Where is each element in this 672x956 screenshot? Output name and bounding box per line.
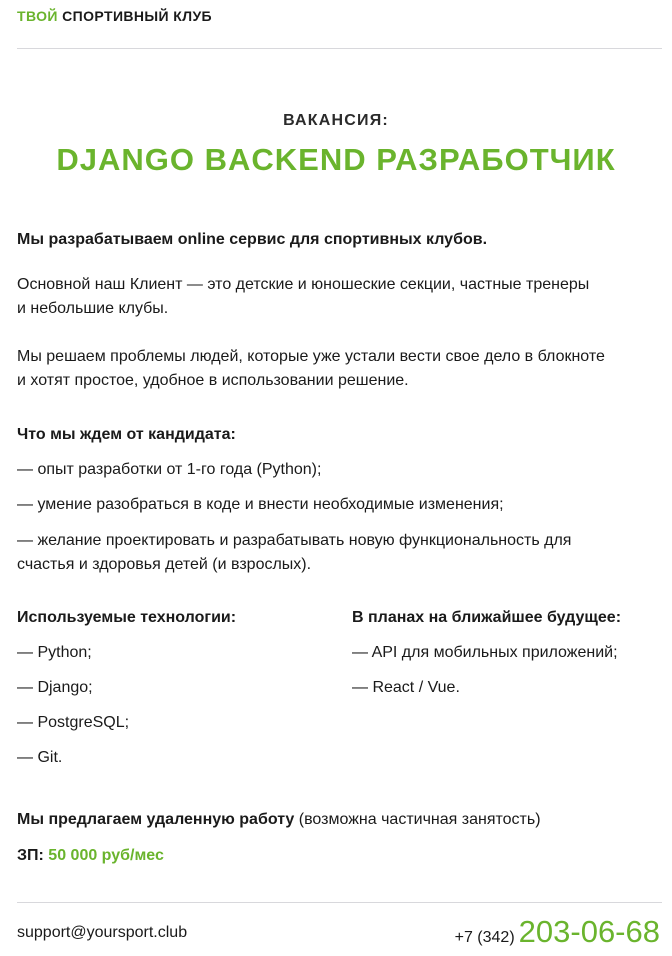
salary-value: 50 000 руб/мес <box>48 847 164 864</box>
vacancy-title: DJANGO BACKEND РАЗРАБОТЧИК <box>56 142 616 177</box>
plans-title: В планах на ближайшее будущее: <box>352 609 622 626</box>
intro-p2-line1: Мы решаем проблемы людей, которые уже устали вести свое дело в блокноте <box>17 348 605 365</box>
requirement-item-line2: счастья и здоровья детей (и взрослых). <box>17 556 312 573</box>
requirement-item: — умение разобраться в коде и внести необходимые изменения; <box>17 496 504 513</box>
intro-p1-line1: Основной наш Клиент — это детские и юношеские секции, частные тренеры <box>17 276 590 293</box>
salary-label: ЗП: <box>17 847 49 864</box>
offer-bold: Мы предлагаем удаленную работу <box>17 811 295 828</box>
contact-phone-link[interactable] <box>455 914 660 950</box>
requirement-item-line1: — желание проектировать и разрабатывать новую функциональность для <box>17 532 572 549</box>
tech-title: Используемые технологии: <box>17 609 237 626</box>
requirement-item <box>17 529 647 577</box>
offer-rest: (возможна частичная занятость) <box>294 811 541 828</box>
logo-text: СПОРТИВНЫЙ КЛУБ <box>62 8 213 24</box>
offer-line <box>17 808 647 832</box>
intro-p2-line2: и хотят простое, удобное в использовании решение. <box>17 372 409 389</box>
requirement-item: — опыт разработки от 1-го года (Python); <box>17 461 322 478</box>
requirements-title: Что мы ждем от кандидата: <box>17 426 236 443</box>
site-logo[interactable] <box>17 8 212 24</box>
tech-item: — PostgreSQL; <box>17 714 130 731</box>
tech-item: — Python; <box>17 644 92 661</box>
contact-email-link[interactable]: support@yoursport.club <box>17 924 188 941</box>
phone-number: 203-06-68 <box>518 914 660 949</box>
plans-item: — API для мобильных приложений; <box>352 644 618 661</box>
intro-lead: Мы разрабатываем online сервис для спортивных клубов. <box>17 231 488 248</box>
plans-item: — React / Vue. <box>352 679 460 696</box>
phone-code: +7 (342) <box>454 929 515 946</box>
footer-divider <box>17 902 662 903</box>
tech-column <box>17 606 236 781</box>
vacancy-eyebrow: ВАКАНСИЯ: <box>283 112 389 129</box>
tech-item: — Django; <box>17 679 93 696</box>
header-divider <box>17 48 662 49</box>
intro-paragraph-1 <box>17 273 647 321</box>
intro-p1-line2: и небольшие клубы. <box>17 300 169 317</box>
salary-line <box>17 844 164 868</box>
tech-item: — Git. <box>17 749 63 766</box>
plans-column <box>352 606 621 711</box>
intro-paragraph-2 <box>17 345 647 393</box>
logo-accent-text: ТВОЙ <box>17 8 58 24</box>
